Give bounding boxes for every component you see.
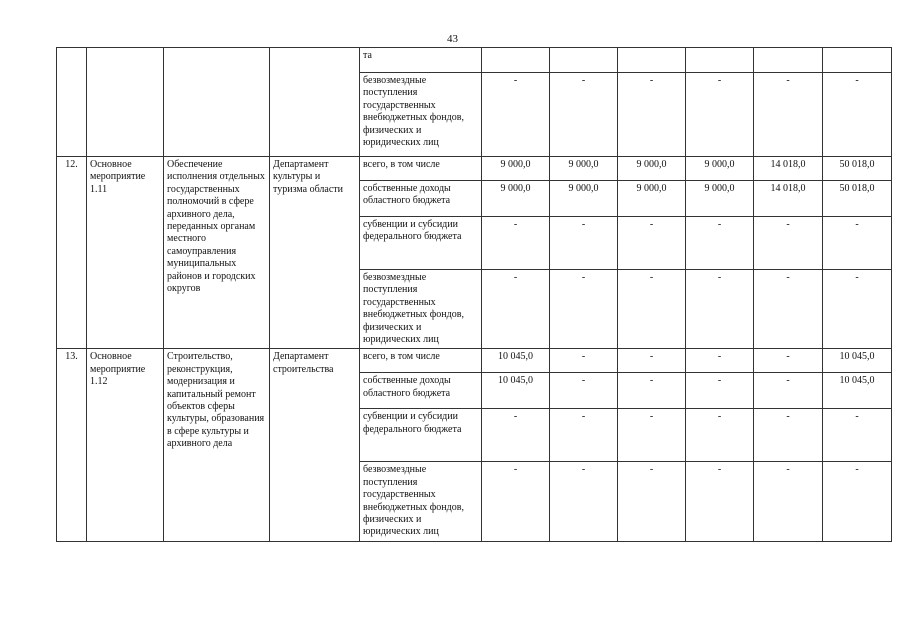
amount-cell: 14 018,0 [754, 157, 823, 181]
table-row [57, 157, 892, 181]
amount-cell: 9 000,0 [618, 181, 686, 217]
amount-cell [754, 48, 823, 73]
amount-cell: 9 000,0 [686, 181, 754, 217]
measure-name: Строительство, реконструкция, модернизация и капитальный ремонт объектов сферы культуры, образования в сфере культуры и архивного дела [164, 349, 270, 541]
amount-cell: - [823, 217, 892, 270]
amount-cell: 10 045,0 [823, 373, 892, 409]
budget-table [56, 47, 892, 542]
amount-cell: - [482, 409, 550, 462]
amount-cell: - [550, 462, 618, 541]
amount-cell: - [823, 73, 892, 157]
funding-source: всего, в том числе [360, 157, 482, 181]
amount-cell: - [823, 462, 892, 541]
page-number: 43 [447, 33, 458, 45]
table-row [57, 349, 892, 373]
amount-cell: - [482, 217, 550, 270]
funding-source: собственные доходы областного бюджета [360, 373, 482, 409]
amount-cell: - [754, 349, 823, 373]
funding-source: безвозмездные поступления государственных внебюджетных фондов, физических и юридических лиц [360, 270, 482, 349]
amount-cell: 50 018,0 [823, 157, 892, 181]
amount-cell: 14 018,0 [754, 181, 823, 217]
amount-cell [618, 48, 686, 73]
amount-cell: 9 000,0 [550, 157, 618, 181]
amount-cell: - [754, 217, 823, 270]
amount-cell: - [618, 270, 686, 349]
amount-cell: - [618, 409, 686, 462]
amount-cell: - [618, 373, 686, 409]
amount-cell: - [550, 349, 618, 373]
amount-cell [686, 48, 754, 73]
amount-cell: - [618, 217, 686, 270]
amount-cell: - [482, 270, 550, 349]
amount-cell: - [550, 409, 618, 462]
table-row [57, 48, 892, 73]
amount-cell: 9 000,0 [482, 157, 550, 181]
amount-cell [482, 48, 550, 73]
measure-type: Основное мероприятие 1.11 [87, 157, 164, 349]
amount-cell: 50 018,0 [823, 181, 892, 217]
measure-executor: Департамент культуры и туризма области [270, 157, 360, 349]
amount-cell: - [618, 462, 686, 541]
amount-cell: 10 045,0 [823, 349, 892, 373]
amount-cell: - [754, 270, 823, 349]
amount-cell: 9 000,0 [482, 181, 550, 217]
funding-source: всего, в том числе [360, 349, 482, 373]
amount-cell: - [686, 73, 754, 157]
measure-name-cell [164, 48, 270, 157]
amount-cell: - [823, 270, 892, 349]
amount-cell: - [686, 373, 754, 409]
amount-cell: 9 000,0 [686, 157, 754, 181]
amount-cell: 10 045,0 [482, 349, 550, 373]
measure-number: 12. [57, 157, 87, 349]
amount-cell: 9 000,0 [550, 181, 618, 217]
amount-cell [550, 48, 618, 73]
measure-type-cell [87, 48, 164, 157]
measure-executor: Департамент строительства [270, 349, 360, 541]
amount-cell: - [550, 73, 618, 157]
amount-cell: - [482, 73, 550, 157]
amount-cell: - [754, 409, 823, 462]
amount-cell: - [754, 73, 823, 157]
amount-cell: - [550, 373, 618, 409]
amount-cell: - [550, 217, 618, 270]
measure-number-cell [57, 48, 87, 157]
amount-cell: - [686, 270, 754, 349]
measure-number: 13. [57, 349, 87, 541]
amount-cell: 10 045,0 [482, 373, 550, 409]
amount-cell: - [686, 462, 754, 541]
amount-cell [823, 48, 892, 73]
amount-cell: - [618, 349, 686, 373]
amount-cell: - [754, 373, 823, 409]
funding-source: безвозмездные поступления государственных внебюджетных фондов, физических и юридических лиц [360, 73, 482, 157]
measure-name: Обеспечение исполнения отдельных государственных полномочий в сфере архивного дела, переданных органам местного самоуправления муниципальных районов и городских округов [164, 157, 270, 349]
amount-cell: - [686, 217, 754, 270]
amount-cell: - [482, 462, 550, 541]
amount-cell: 9 000,0 [618, 157, 686, 181]
amount-cell: - [618, 73, 686, 157]
amount-cell: - [550, 270, 618, 349]
funding-source: безвозмездные поступления государственных внебюджетных фондов, физических и юридических лиц [360, 462, 482, 541]
amount-cell: - [686, 409, 754, 462]
measure-type: Основное мероприятие 1.12 [87, 349, 164, 541]
funding-source: субвенции и субсидии федерального бюджета [360, 217, 482, 270]
executor-cell [270, 48, 360, 157]
amount-cell: - [686, 349, 754, 373]
funding-source: субвенции и субсидии федерального бюджета [360, 409, 482, 462]
funding-source: та [360, 48, 482, 73]
amount-cell: - [823, 409, 892, 462]
funding-source: собственные доходы областного бюджета [360, 181, 482, 217]
amount-cell: - [754, 462, 823, 541]
